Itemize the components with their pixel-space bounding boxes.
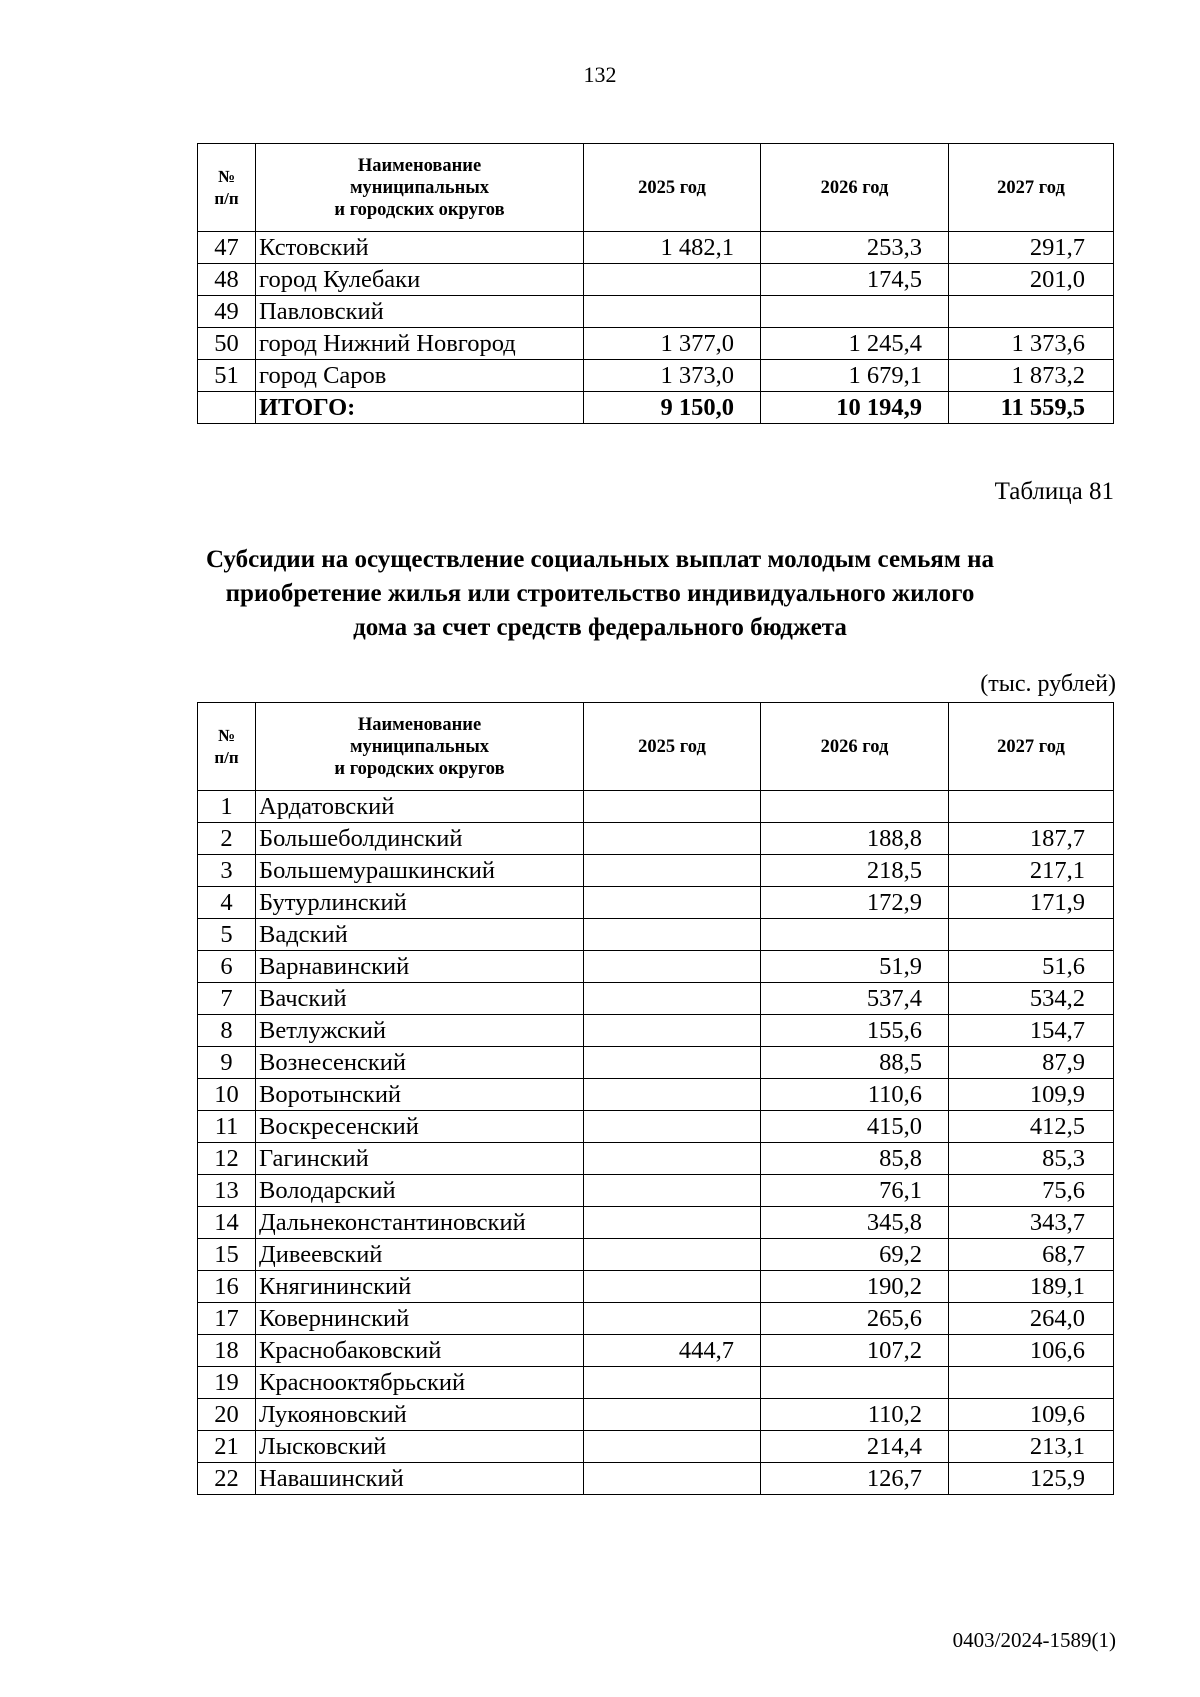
value-2025: 1 377,0 — [584, 328, 761, 360]
table-continuation — [197, 143, 1114, 424]
value-2025 — [584, 1111, 761, 1143]
value-2026: 253,3 — [761, 232, 949, 264]
total-2026: 10 194,9 — [761, 392, 949, 424]
header-num: № п/п — [198, 703, 256, 791]
row-name: город Саров — [256, 360, 584, 392]
value-2025 — [584, 919, 761, 951]
row-name: Павловский — [256, 296, 584, 328]
row-number: 1 — [198, 791, 256, 823]
value-2025 — [584, 1207, 761, 1239]
row-name: Большеболдинский — [256, 823, 584, 855]
value-2025 — [584, 296, 761, 328]
table-row — [198, 1431, 1114, 1463]
row-name: Вадский — [256, 919, 584, 951]
value-2025 — [584, 1367, 761, 1399]
row-name: Дальнеконстантиновский — [256, 1207, 584, 1239]
value-2025 — [584, 1047, 761, 1079]
row-name: Ардатовский — [256, 791, 584, 823]
table-row — [198, 1239, 1114, 1271]
value-2027: 264,0 — [949, 1303, 1114, 1335]
page-number: 132 — [583, 62, 617, 87]
header-2026: 2026 год — [761, 703, 949, 791]
value-2027: 1 373,6 — [949, 328, 1114, 360]
value-2025 — [584, 1175, 761, 1207]
table-row — [198, 823, 1114, 855]
row-name: Гагинский — [256, 1143, 584, 1175]
total-row — [198, 392, 1114, 424]
units-label: (тыс. рублей) — [980, 671, 1116, 697]
row-number: 47 — [198, 232, 256, 264]
row-name: Вачский — [256, 983, 584, 1015]
value-2025 — [584, 951, 761, 983]
header-2027: 2027 год — [949, 144, 1114, 232]
value-2027: 189,1 — [949, 1271, 1114, 1303]
row-number: 21 — [198, 1431, 256, 1463]
value-2025 — [584, 1271, 761, 1303]
table-row — [198, 1047, 1114, 1079]
total-2025: 9 150,0 — [584, 392, 761, 424]
document-code: 0403/2024-1589(1) — [952, 1628, 1116, 1652]
value-2026 — [761, 296, 949, 328]
value-2025 — [584, 1015, 761, 1047]
value-2026: 85,8 — [761, 1143, 949, 1175]
table-row — [198, 1111, 1114, 1143]
row-number: 5 — [198, 919, 256, 951]
value-2027: 109,6 — [949, 1399, 1114, 1431]
value-2026: 51,9 — [761, 951, 949, 983]
value-2027: 412,5 — [949, 1111, 1114, 1143]
value-2025 — [584, 983, 761, 1015]
value-2025: 1 373,0 — [584, 360, 761, 392]
row-name: Краснооктябрьский — [256, 1367, 584, 1399]
row-number: 6 — [198, 951, 256, 983]
value-2025: 1 482,1 — [584, 232, 761, 264]
table-row — [198, 1463, 1114, 1495]
row-number: 22 — [198, 1463, 256, 1495]
row-name: Ветлужский — [256, 1015, 584, 1047]
row-name: Княгининский — [256, 1271, 584, 1303]
row-number: 10 — [198, 1079, 256, 1111]
value-2026: 188,8 — [761, 823, 949, 855]
table-row — [198, 951, 1114, 983]
row-name: Навашинский — [256, 1463, 584, 1495]
value-2025 — [584, 791, 761, 823]
table-row — [198, 983, 1114, 1015]
value-2026 — [761, 1367, 949, 1399]
row-name: Большемурашкинский — [256, 855, 584, 887]
value-2026: 110,2 — [761, 1399, 949, 1431]
value-2027: 109,9 — [949, 1079, 1114, 1111]
header-num: № п/п — [198, 144, 256, 232]
value-2026: 190,2 — [761, 1271, 949, 1303]
table-row — [198, 1207, 1114, 1239]
value-2025 — [584, 1463, 761, 1495]
row-number: 7 — [198, 983, 256, 1015]
table-row — [198, 855, 1114, 887]
value-2027: 534,2 — [949, 983, 1114, 1015]
table-row — [198, 296, 1114, 328]
table-row — [198, 1015, 1114, 1047]
row-number: 4 — [198, 887, 256, 919]
row-number: 13 — [198, 1175, 256, 1207]
value-2026: 76,1 — [761, 1175, 949, 1207]
table-row — [198, 1335, 1114, 1367]
value-2026: 155,6 — [761, 1015, 949, 1047]
row-name: Воротынский — [256, 1079, 584, 1111]
row-number: 20 — [198, 1399, 256, 1431]
value-2027: 154,7 — [949, 1015, 1114, 1047]
value-2027: 68,7 — [949, 1239, 1114, 1271]
value-2027: 201,0 — [949, 264, 1114, 296]
value-2027: 51,6 — [949, 951, 1114, 983]
row-name: Лысковский — [256, 1431, 584, 1463]
row-name: Володарский — [256, 1175, 584, 1207]
value-2025 — [584, 1079, 761, 1111]
value-2025: 444,7 — [584, 1335, 761, 1367]
value-2026: 218,5 — [761, 855, 949, 887]
table-row — [198, 887, 1114, 919]
row-name: город Нижний Новгород — [256, 328, 584, 360]
table-row — [198, 1079, 1114, 1111]
row-name: город Кулебаки — [256, 264, 584, 296]
value-2027: 343,7 — [949, 1207, 1114, 1239]
value-2025 — [584, 1431, 761, 1463]
value-2025 — [584, 1399, 761, 1431]
value-2025 — [584, 887, 761, 919]
row-number: 18 — [198, 1335, 256, 1367]
value-2026: 415,0 — [761, 1111, 949, 1143]
row-number: 11 — [198, 1111, 256, 1143]
value-2026: 345,8 — [761, 1207, 949, 1239]
row-number: 49 — [198, 296, 256, 328]
row-name: Варнавинский — [256, 951, 584, 983]
value-2025 — [584, 855, 761, 887]
header-name: Наименование муниципальных и городских округов — [256, 703, 584, 791]
value-2027 — [949, 296, 1114, 328]
row-number: 16 — [198, 1271, 256, 1303]
table-label: Таблица 81 — [994, 478, 1114, 505]
total-label: ИТОГО: — [256, 392, 584, 424]
table-row — [198, 1143, 1114, 1175]
value-2027 — [949, 919, 1114, 951]
header-2027: 2027 год — [949, 703, 1114, 791]
value-2026: 126,7 — [761, 1463, 949, 1495]
table-row — [198, 919, 1114, 951]
row-name: Воскресенский — [256, 1111, 584, 1143]
value-2026: 1 245,4 — [761, 328, 949, 360]
value-2026: 172,9 — [761, 887, 949, 919]
table-row — [198, 1367, 1114, 1399]
value-2025 — [584, 1143, 761, 1175]
value-2027: 87,9 — [949, 1047, 1114, 1079]
value-2025 — [584, 823, 761, 855]
value-2027 — [949, 791, 1114, 823]
total-2027: 11 559,5 — [949, 392, 1114, 424]
table-row — [198, 1271, 1114, 1303]
row-number: 50 — [198, 328, 256, 360]
row-number: 12 — [198, 1143, 256, 1175]
value-2026: 214,4 — [761, 1431, 949, 1463]
row-name: Ковернинский — [256, 1303, 584, 1335]
header-2025: 2025 год — [584, 144, 761, 232]
row-number: 2 — [198, 823, 256, 855]
value-2025 — [584, 264, 761, 296]
value-2026: 88,5 — [761, 1047, 949, 1079]
table-row — [198, 360, 1114, 392]
value-2026: 265,6 — [761, 1303, 949, 1335]
row-name: Краснобаковский — [256, 1335, 584, 1367]
table-row — [198, 1303, 1114, 1335]
row-name: Лукояновский — [256, 1399, 584, 1431]
value-2027 — [949, 1367, 1114, 1399]
table-row — [198, 1399, 1114, 1431]
row-number: 15 — [198, 1239, 256, 1271]
value-2027: 217,1 — [949, 855, 1114, 887]
table-title: Субсидии на осуществление социальных выплат молодым семьям на приобретение жилья или строительство индивидуального жилого дома за счет средств федерального бюджета — [205, 546, 994, 641]
header-2026: 2026 год — [761, 144, 949, 232]
row-number: 14 — [198, 1207, 256, 1239]
row-name: Дивеевский — [256, 1239, 584, 1271]
table-row — [198, 1175, 1114, 1207]
value-2026 — [761, 791, 949, 823]
value-2027: 125,9 — [949, 1463, 1114, 1495]
value-2027: 106,6 — [949, 1335, 1114, 1367]
value-2027: 213,1 — [949, 1431, 1114, 1463]
table-row — [198, 264, 1114, 296]
value-2026: 107,2 — [761, 1335, 949, 1367]
row-name: Вознесенский — [256, 1047, 584, 1079]
value-2027: 1 873,2 — [949, 360, 1114, 392]
value-2027: 171,9 — [949, 887, 1114, 919]
value-2027: 291,7 — [949, 232, 1114, 264]
header-2025: 2025 год — [584, 703, 761, 791]
value-2027: 85,3 — [949, 1143, 1114, 1175]
value-2025 — [584, 1303, 761, 1335]
row-number: 3 — [198, 855, 256, 887]
table-row — [198, 232, 1114, 264]
row-number: 17 — [198, 1303, 256, 1335]
row-number: 8 — [198, 1015, 256, 1047]
table-81 — [197, 702, 1114, 1495]
value-2026: 174,5 — [761, 264, 949, 296]
table-row — [198, 328, 1114, 360]
value-2025 — [584, 1239, 761, 1271]
row-number: 9 — [198, 1047, 256, 1079]
value-2027: 187,7 — [949, 823, 1114, 855]
value-2026 — [761, 919, 949, 951]
row-number: 51 — [198, 360, 256, 392]
row-number: 19 — [198, 1367, 256, 1399]
table-row — [198, 791, 1114, 823]
value-2026: 110,6 — [761, 1079, 949, 1111]
value-2027: 75,6 — [949, 1175, 1114, 1207]
row-name: Кстовский — [256, 232, 584, 264]
value-2026: 537,4 — [761, 983, 949, 1015]
value-2026: 1 679,1 — [761, 360, 949, 392]
header-name: Наименование муниципальных и городских округов — [256, 144, 584, 232]
value-2026: 69,2 — [761, 1239, 949, 1271]
row-name: Бутурлинский — [256, 887, 584, 919]
row-number: 48 — [198, 264, 256, 296]
